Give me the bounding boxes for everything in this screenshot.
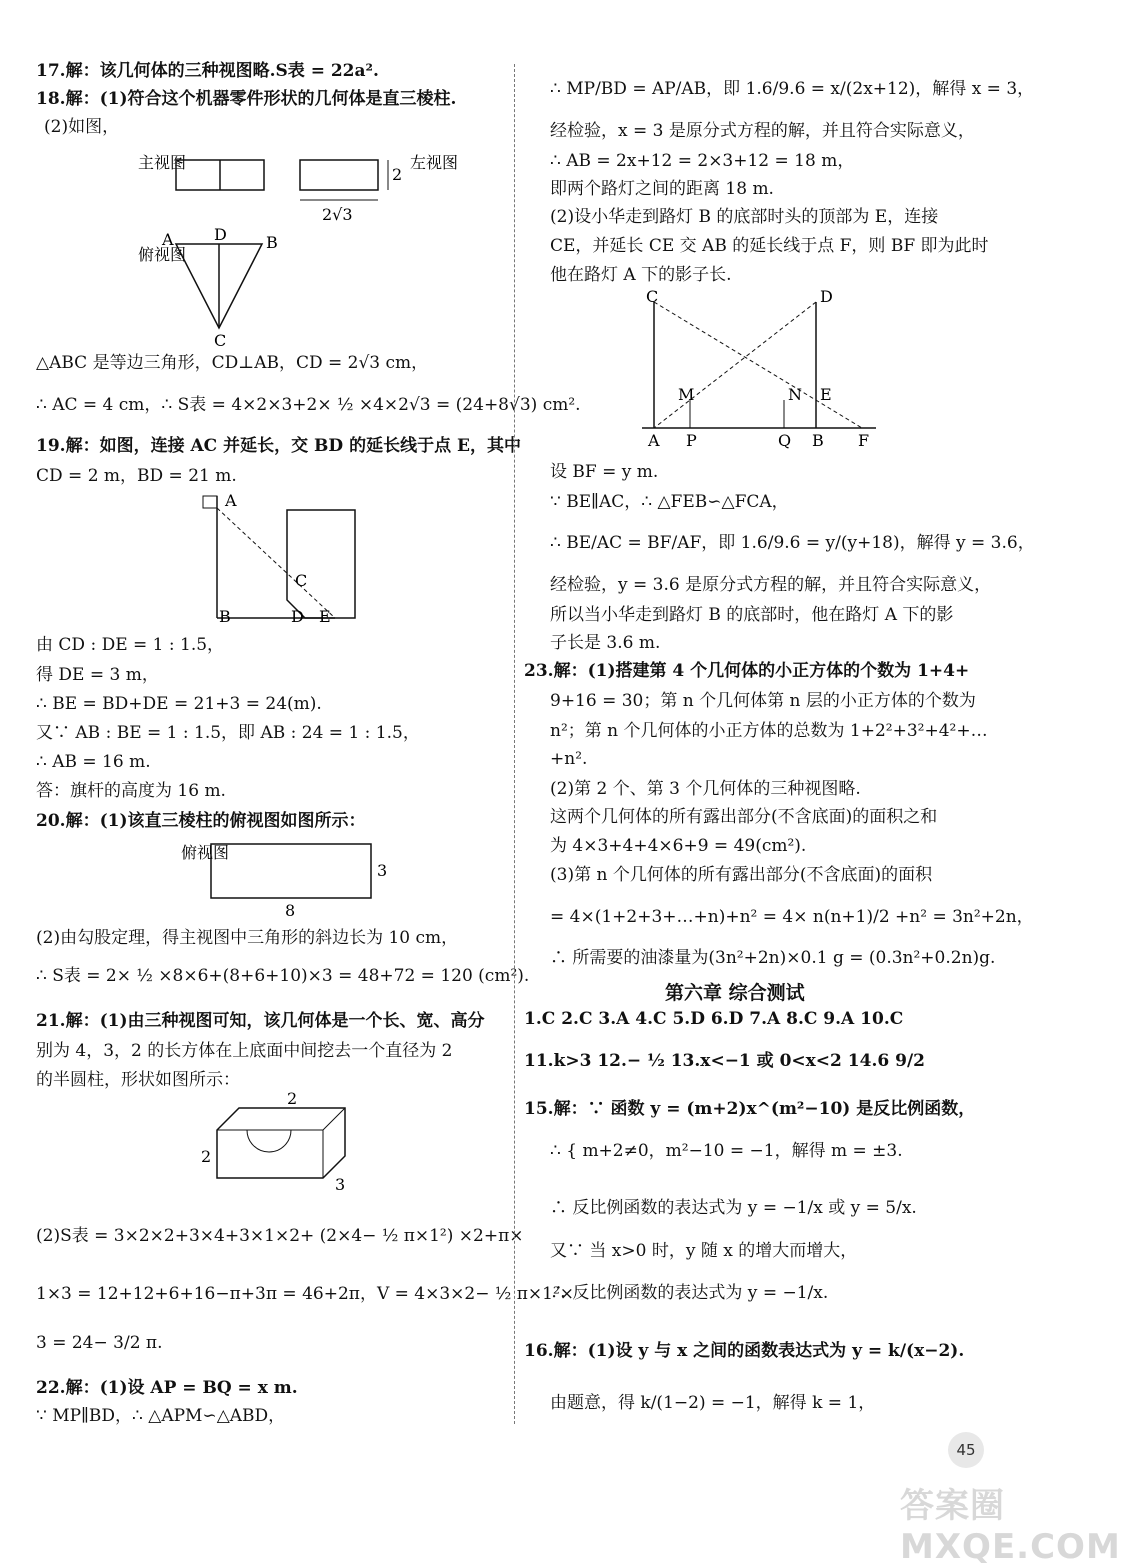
text-line: ∴ BE = BD+DE = 21+3 = 24(m). <box>36 694 322 714</box>
text-line: 11.k>3 12.− ½ 13.x<−1 或 0<x<2 14.6 9/2 <box>524 1051 925 1071</box>
text-line: 经检验，x = 3 是原分式方程的解，并且符合实际意义， <box>550 121 975 141</box>
text-line: ∴ AC = 4 cm，∴ S表 = 4×2×3+2× ½ ×4×2√3 = (24+8√3) cm². <box>36 395 581 415</box>
text-line: (2)设小华走到路灯 B 的底部时头的顶部为 E，连接 <box>550 207 939 227</box>
text-line: 为 4×3+4+4×6+9 = 49(cm²). <box>550 836 807 856</box>
text-line: 1×3 = 12+12+6+16−π+3π = 46+2π，V = 4×3×2− ½ π×1²× <box>36 1284 575 1304</box>
svg-text:A: A <box>648 431 660 450</box>
text-line: ∴ BE/AC = BF/AF，即 1.6/9.6 = y/(y+18)，解得 y = 3.6， <box>550 533 1035 553</box>
svg-text:A: A <box>225 491 237 510</box>
text-line: 20.解：(1)该直三棱柱的俯视图如图所示： <box>36 811 366 831</box>
text-line: 的半圆柱，形状如图所示： <box>36 1070 240 1090</box>
text-line: 3 = 24− 3/2 π. <box>36 1333 163 1353</box>
svg-text:B: B <box>219 607 231 626</box>
text-line: 由题意，得 k/(1−2) = −1，解得 k = 1， <box>550 1393 876 1413</box>
svg-text:P: P <box>686 431 697 450</box>
svg-text:C: C <box>214 331 227 350</box>
svg-text:3: 3 <box>335 1175 346 1194</box>
svg-text:Q: Q <box>778 431 792 450</box>
text-line: (2)S表 = 3×2×2+3×4+3×1×2+ (2×4− ½ π×1²) ×2+π× <box>36 1226 524 1246</box>
svg-text:D: D <box>820 287 833 306</box>
text-line: 又∵ AB : BE = 1 : 1.5，即 AB : 24 = 1 : 1.5， <box>36 723 420 743</box>
text-line: 所以当小华走到路灯 B 的底部时，他在路灯 A 下的影 <box>550 605 954 625</box>
text-line: ∴ S表 = 2× ½ ×8×6+(8+6+10)×3 = 48+72 = 120 (cm²). <box>36 966 530 986</box>
text-line: (2)如图， <box>44 117 120 137</box>
text-line: 22.解：(1)设 AP = BQ = x m. <box>36 1378 298 1398</box>
figure-20 <box>175 838 415 918</box>
figure-18 <box>130 150 459 350</box>
fig18-left-view <box>300 160 378 190</box>
text-line: (2)由勾股定理，得主视图中三角形的斜边长为 10 cm， <box>36 928 459 948</box>
text-line: 由 CD : DE = 1 : 1.5， <box>36 635 225 655</box>
text-line: +n². <box>550 749 588 769</box>
fig18-top-view-label: 俯视图 <box>138 245 187 264</box>
text-line: 17.解：该几何体的三种视图略.S表 = 22a². <box>36 61 379 81</box>
text-line: 答：旗杆的高度为 16 m. <box>36 781 226 801</box>
figure-19 <box>195 490 375 630</box>
svg-text:D: D <box>291 607 304 626</box>
svg-text:F: F <box>858 431 870 450</box>
svg-text:8: 8 <box>285 901 296 920</box>
text-line: ∴ 反比例函数的表达式为 y = −1/x 或 y = 5/x. <box>550 1198 917 1218</box>
fig18-main-view-label: 主视图 <box>138 153 187 172</box>
text-line: ∴ 所需要的油漆量为(3n²+2n)×0.1 g = (0.3n²+0.2n)g. <box>550 948 996 968</box>
text-line: ∴ AB = 2x+12 = 2×3+12 = 18 m， <box>550 151 855 171</box>
text-line: n²；第 n 个几何体的小正方体的总数为 1+2²+3²+4²+… <box>550 721 988 741</box>
page-number: 45 <box>948 1432 984 1468</box>
text-line: = 4×(1+2+3+…+n)+n² = 4× n(n+1)/2 +n² = 3n²+2n， <box>550 907 1034 927</box>
svg-text:3: 3 <box>377 861 388 880</box>
text-line: ∵ BE∥AC，∴ △FEB∽△FCA， <box>550 492 789 512</box>
svg-text:2: 2 <box>287 1089 298 1108</box>
text-line: ∴ 反比例函数的表达式为 y = −1/x. <box>550 1283 829 1303</box>
svg-text:E: E <box>820 385 832 404</box>
text-line: 15.解：∵ 函数 y = (m+2)x^(m²−10) 是反比例函数， <box>524 1099 976 1119</box>
svg-text:C: C <box>295 571 308 590</box>
text-line: (3)第 n 个几何体的所有露出部分(不含底面)的面积 <box>550 865 933 885</box>
svg-text:2: 2 <box>201 1147 212 1166</box>
text-line: ∴ { m+2≠0，m²−10 = −1，解得 m = ±3. <box>550 1141 903 1161</box>
text-line: 经检验，y = 3.6 是原分式方程的解，并且符合实际意义， <box>550 575 992 595</box>
text-line: 子长是 3.6 m. <box>550 633 661 653</box>
text-line: ∵ MP∥BD，∴ △APM∽△ABD， <box>36 1406 286 1426</box>
text-line: 又∵ 当 x>0 时，y 随 x 的增大而增大， <box>550 1241 858 1261</box>
chapter-heading: 第六章 综合测试 <box>665 982 805 1004</box>
text-line: 18.解：(1)符合这个机器零件形状的几何体是直三棱柱. <box>36 89 457 109</box>
text-line: 19.解：如图，连接 AC 并延长，交 BD 的延长线于点 E，其中 <box>36 436 521 456</box>
svg-text:D: D <box>214 225 227 244</box>
watermark: 答案圈 MXQE.COM <box>900 1486 1121 1567</box>
svg-text:B: B <box>266 233 278 252</box>
text-line: 即两个路灯之间的距离 18 m. <box>550 179 774 199</box>
svg-text:俯视图: 俯视图 <box>181 843 230 862</box>
fig18-dim-w: 2√3 <box>322 205 353 224</box>
column-divider <box>514 64 515 1424</box>
fig18-left-view-label: 左视图 <box>410 153 459 172</box>
svg-text:C: C <box>646 287 659 306</box>
text-line: CE，并延长 CE 交 AB 的延长线于点 F，则 BF 即为此时 <box>550 236 989 256</box>
text-line: 这两个几何体的所有露出部分(不含底面)的面积之和 <box>550 807 938 827</box>
text-line: 21.解：(1)由三种视图可知，该几何体是一个长、宽、高分 <box>36 1011 485 1031</box>
text-line: 得 DE = 3 m， <box>36 665 159 685</box>
text-line: 9+16 = 30；第 n 个几何体第 n 层的小正方体的个数为 <box>550 691 976 711</box>
text-line: ∴ AB = 16 m. <box>36 752 151 772</box>
svg-text:B: B <box>812 431 824 450</box>
text-line: 23.解：(1)搭建第 4 个几何体的小正方体的个数为 1+4+ <box>524 661 970 681</box>
text-line: 16.解：(1)设 y 与 x 之间的函数表达式为 y = k/(x−2). <box>524 1341 965 1361</box>
fig20-rect <box>211 844 371 898</box>
text-line: 1.C 2.C 3.A 4.C 5.D 6.D 7.A 8.C 9.A 10.C <box>524 1009 904 1029</box>
text-line: 别为 4，3，2 的长方体在上底面中间挖去一个直径为 2 <box>36 1041 453 1061</box>
text-line: CD = 2 m，BD = 21 m. <box>36 466 237 486</box>
svg-text:M: M <box>678 385 695 404</box>
text-line: 他在路灯 A 下的影子长. <box>550 265 732 285</box>
svg-text:A: A <box>162 230 174 249</box>
figure-21 <box>195 1090 365 1200</box>
fig18-dim-h: 2 <box>392 165 403 184</box>
text-line: ∴ MP/BD = AP/AB，即 1.6/9.6 = x/(2x+12)，解得 x = 3， <box>550 79 1035 99</box>
text-line: △ABC 是等边三角形，CD⊥AB，CD = 2√3 cm， <box>36 353 429 373</box>
text-line: (2)第 2 个、第 3 个几何体的三种视图略. <box>550 779 861 799</box>
svg-text:E: E <box>319 607 331 626</box>
svg-text:N: N <box>788 385 802 404</box>
figure-22 <box>640 288 880 458</box>
text-line: 设 BF = y m. <box>550 462 659 482</box>
